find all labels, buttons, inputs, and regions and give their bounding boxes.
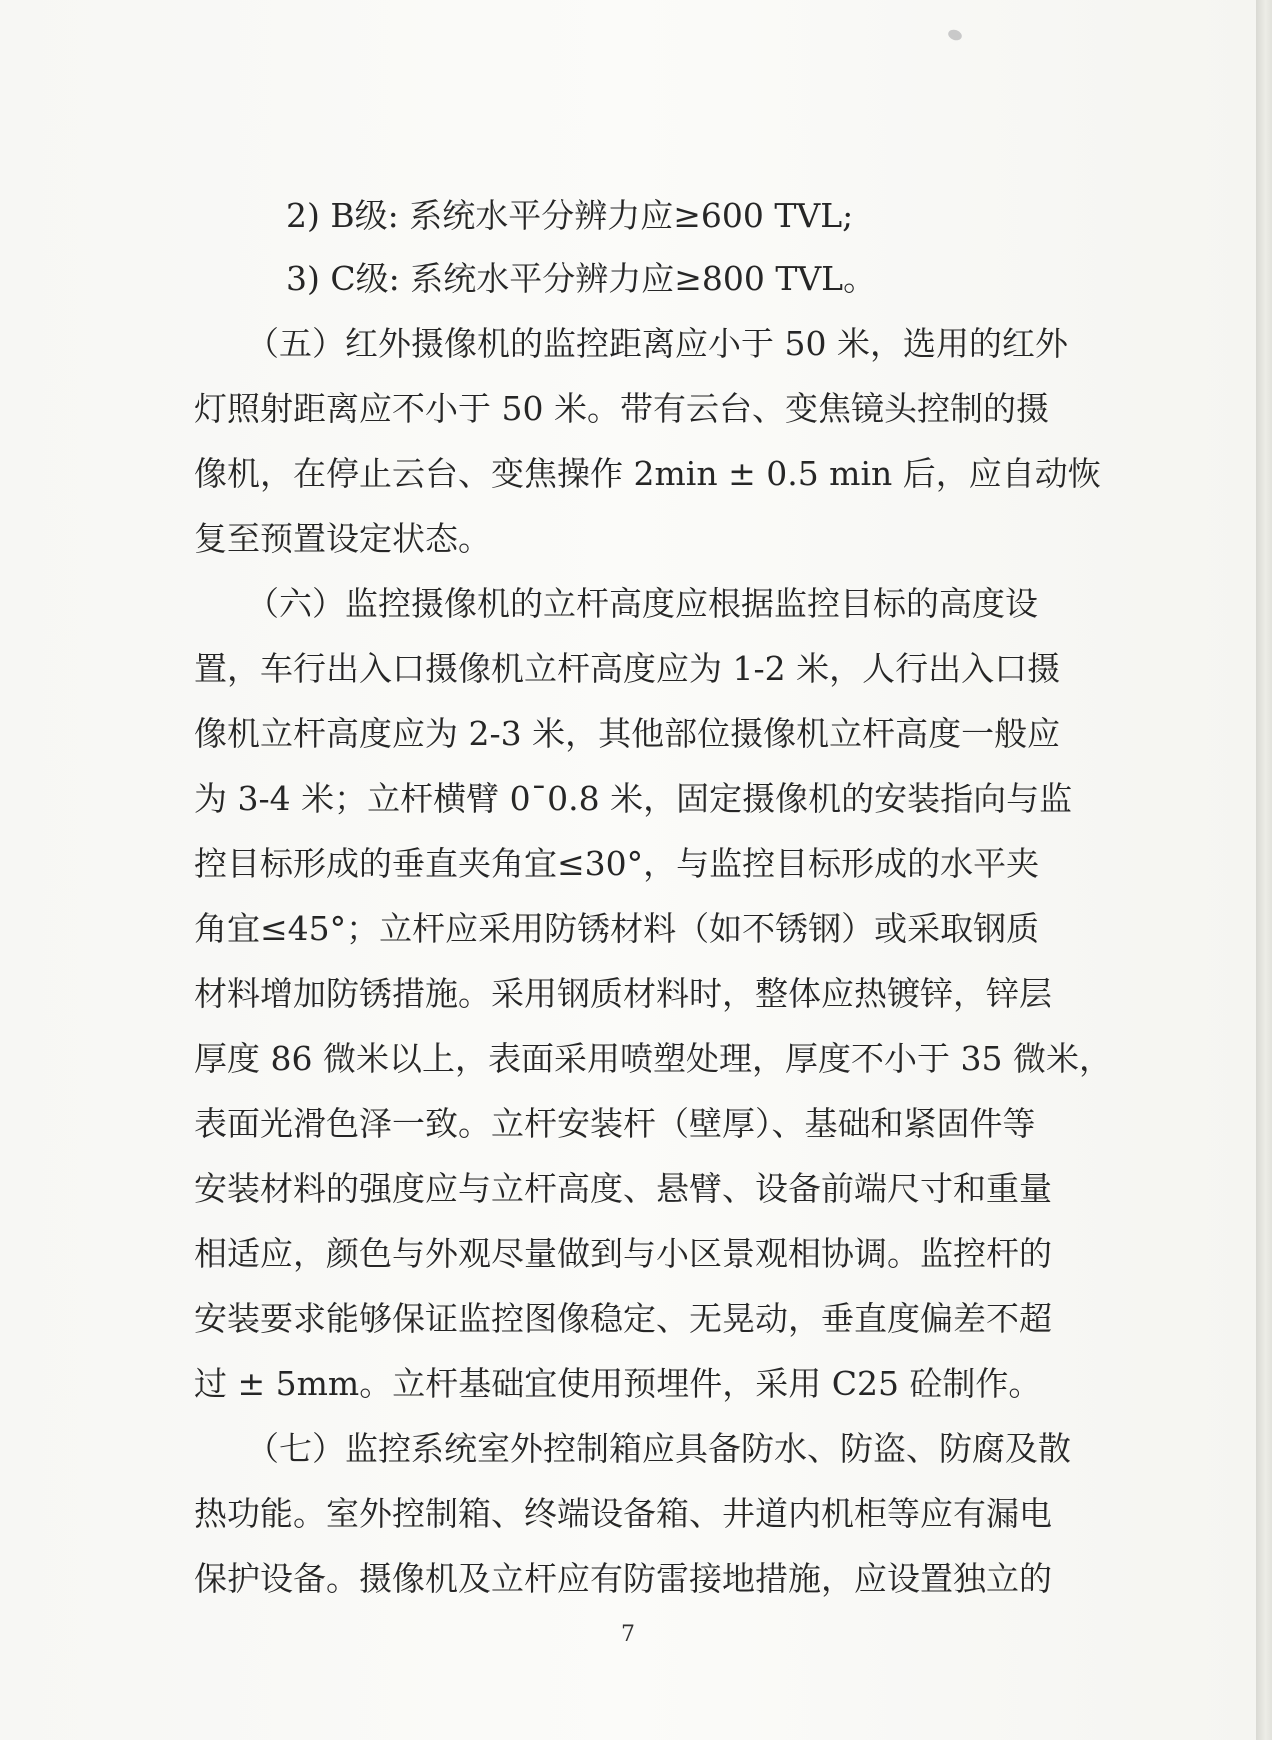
paragraph-6-line-11: 相适应，颜色与外观尽量做到与小区景观相协调。监控杆的 xyxy=(194,1234,1052,1273)
paragraph-6-line-13: 过 ± 5mm。立杆基础宜使用预埋件，采用 C25 砼制作。 xyxy=(194,1364,1042,1403)
paragraph-6-line-4: 为 3-4 米；立杆横臂 0¯0.8 米，固定摄像机的安装指向与监 xyxy=(194,779,1073,818)
paragraph-5-line-4: 复至预置设定状态。 xyxy=(194,519,491,558)
paragraph-6-line-9: 表面光滑色泽一致。立杆安装杆（壁厚）、基础和紧固件等 xyxy=(194,1104,1036,1143)
paragraph-5-line-3: 像机，在停止云台、变焦操作 2min ± 0.5 min 后，应自动恢 xyxy=(194,454,1101,493)
paragraph-6-line-8: 厚度 86 微米以上，表面采用喷塑处理，厚度不小于 35 微米， xyxy=(194,1039,1112,1078)
paragraph-5-line-2: 灯照射距离应不小于 50 米。带有云台、变焦镜头控制的摄 xyxy=(194,389,1049,428)
paragraph-5-line-1: （五）红外摄像机的监控距离应小于 50 米，选用的红外 xyxy=(246,324,1068,363)
paragraph-6-line-1: （六）监控摄像机的立杆高度应根据监控目标的高度设 xyxy=(246,584,1038,623)
paragraph-6-line-3: 像机立杆高度应为 2-3 米，其他部位摄像机立杆高度一般应 xyxy=(194,714,1061,753)
paragraph-6-line-12: 安装要求能够保证监控图像稳定、无晃动，垂直度偏差不超 xyxy=(194,1299,1052,1338)
text-line-c-level: 3) C级: 系统水平分辨力应≥800 TVL。 xyxy=(286,259,877,298)
scan-speck xyxy=(947,28,964,42)
paragraph-6-line-7: 材料增加防锈措施。采用钢质材料时，整体应热镀锌，锌层 xyxy=(194,974,1052,1013)
paragraph-6-line-2: 置，车行出入口摄像机立杆高度应为 1-2 米，人行出入口摄 xyxy=(194,649,1061,688)
paragraph-6-line-6: 角宜≤45°；立杆应采用防锈材料（如不锈钢）或采取钢质 xyxy=(194,909,1040,948)
paragraph-7-line-2: 热功能。室外控制箱、终端设备箱、井道内机柜等应有漏电 xyxy=(194,1494,1052,1533)
text-line-b-level: 2) B级: 系统水平分辨力应≥600 TVL; xyxy=(286,196,854,235)
paragraph-7-line-1: （七）监控系统室外控制箱应具备防水、防盗、防腐及散 xyxy=(246,1429,1071,1468)
paragraph-6-line-10: 安装材料的强度应与立杆高度、悬臂、设备前端尺寸和重量 xyxy=(194,1169,1052,1208)
paper-edge xyxy=(1256,0,1272,1740)
paragraph-7-line-3: 保护设备。摄像机及立杆应有防雷接地措施，应设置独立的 xyxy=(194,1559,1052,1598)
page-number: 7 xyxy=(621,1622,635,1647)
paragraph-6-line-5: 控目标形成的垂直夹角宜≤30°，与监控目标形成的水平夹 xyxy=(194,844,1040,883)
